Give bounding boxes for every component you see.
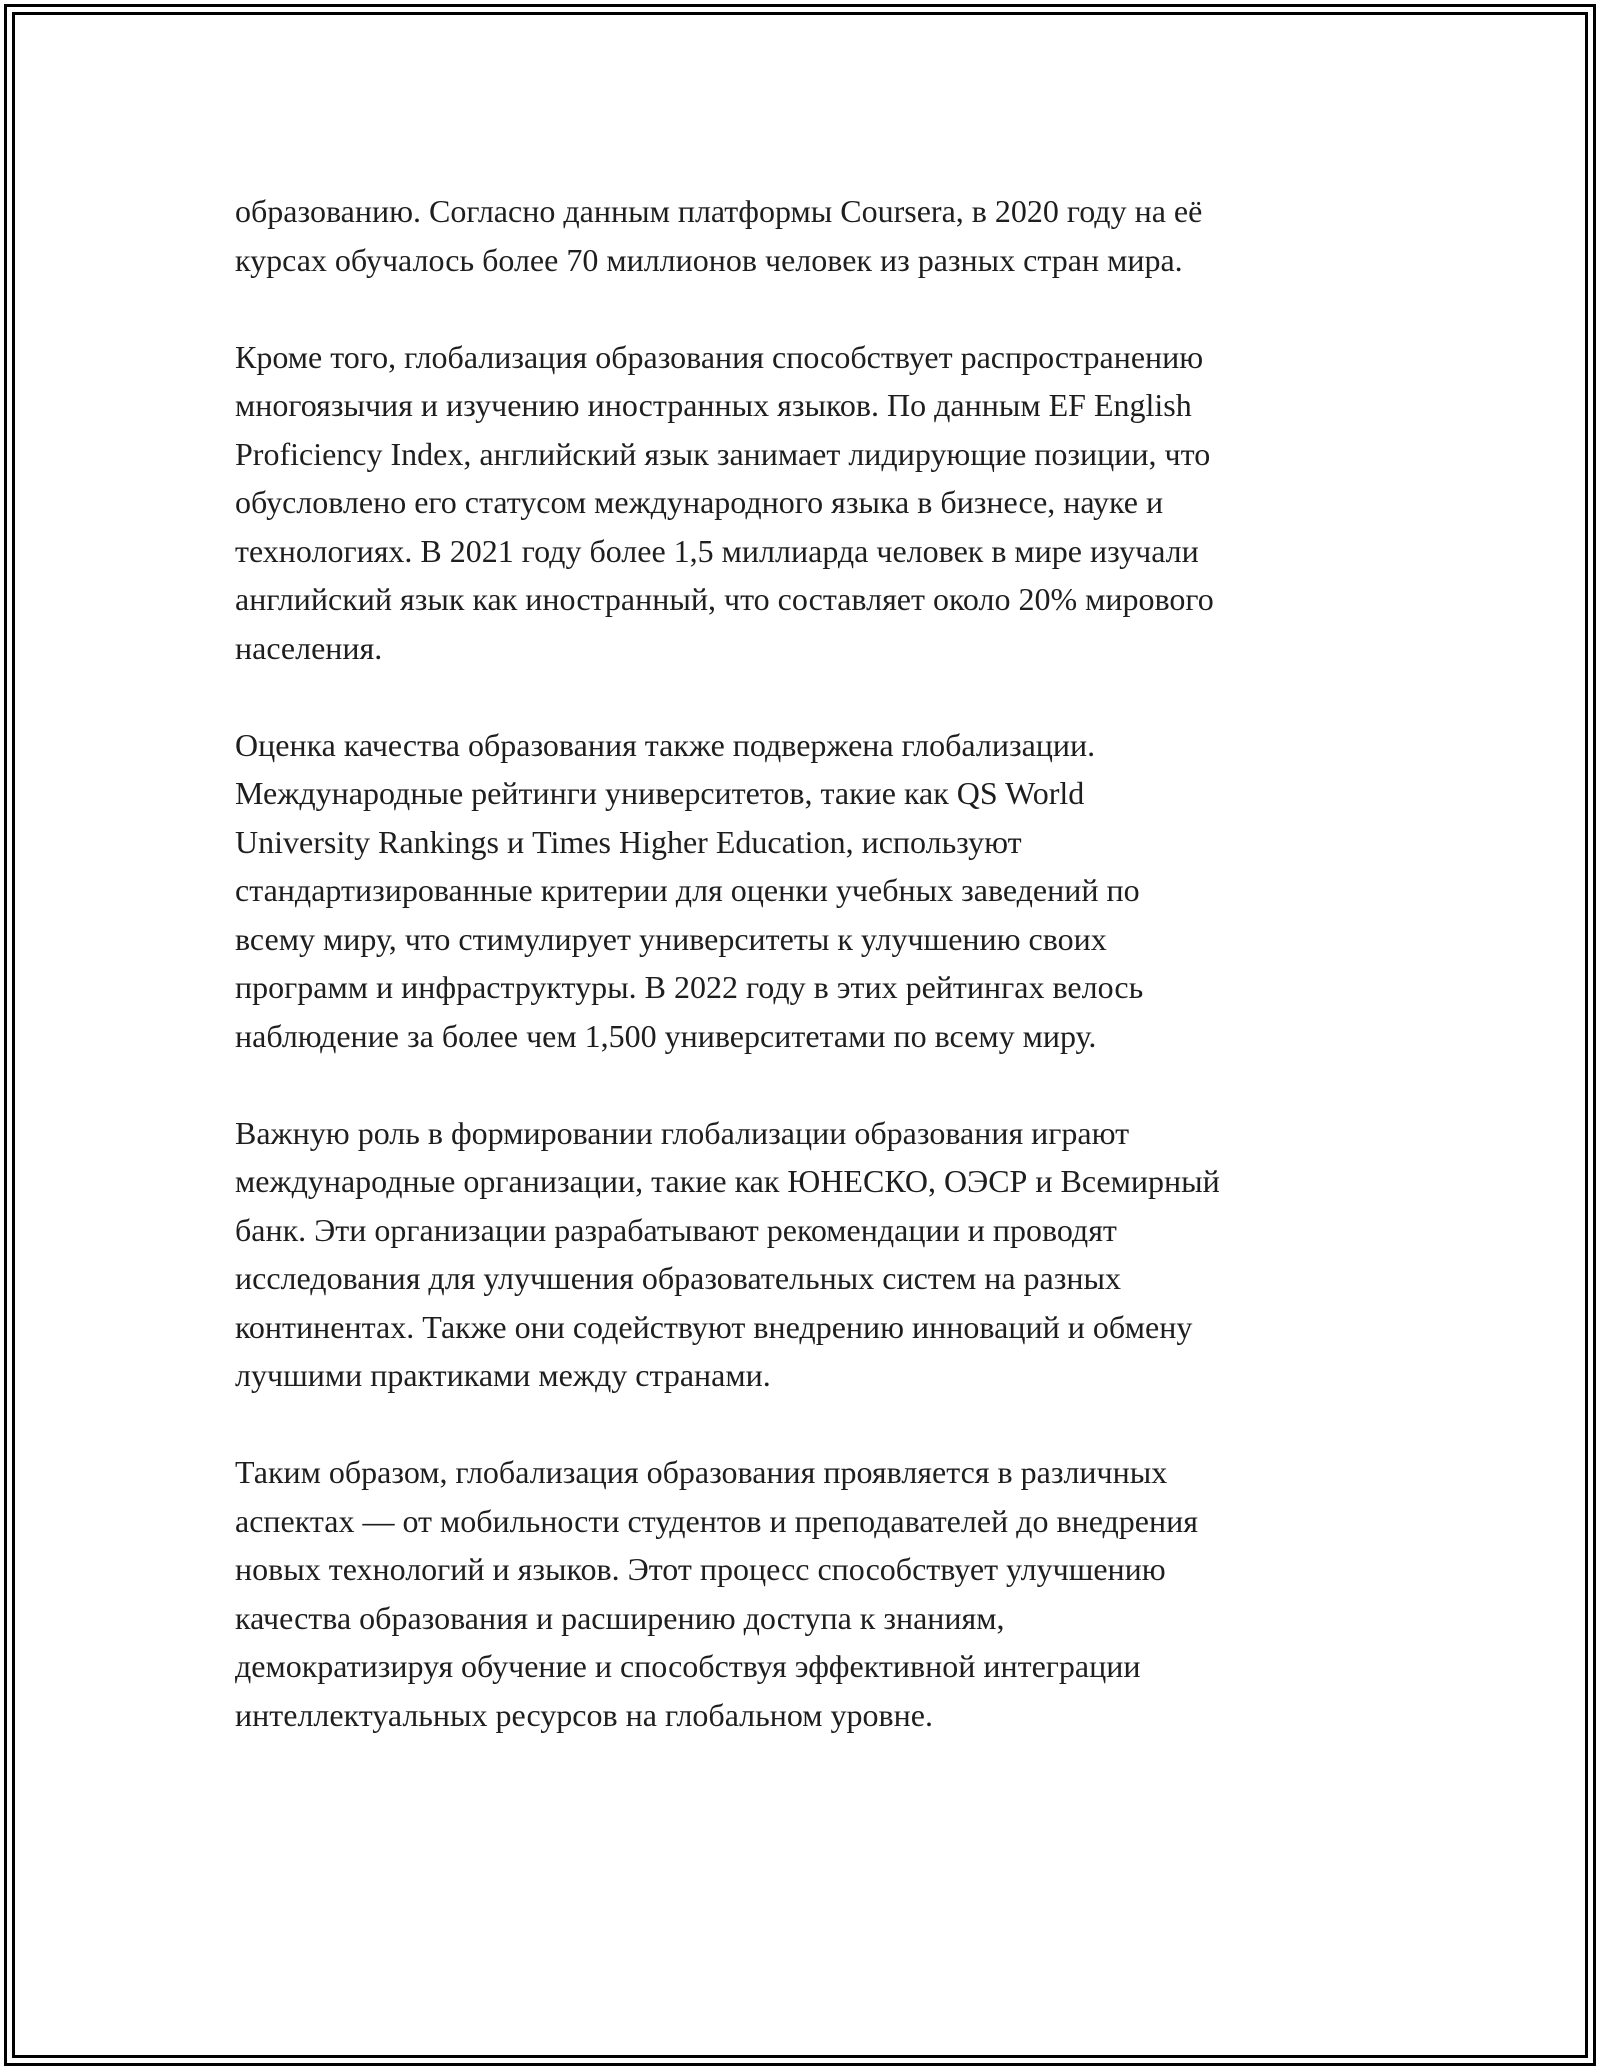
text-line: английский язык как иностранный, что составляет около 20% мирового: [235, 581, 1214, 617]
text-line: новых технологий и языков. Этот процесс способствует улучшению: [235, 1551, 1166, 1587]
text-line: международные организации, такие как ЮНЕСКО, ОЭСР и Всемирный: [235, 1163, 1220, 1199]
text-line: Кроме того, глобализация образования способствует распространению: [235, 338, 1204, 375]
text-line: аспектах — от мобильности студентов и преподавателей до внедрения: [235, 1502, 1198, 1539]
text-line: наблюдение за более чем 1,500 университетами по всему миру.: [235, 1017, 1097, 1054]
text-line: континентах. Также они содействуют внедрению инноваций и обмену: [235, 1308, 1193, 1345]
text-line: демократизируя обучение и способствуя эффективной интеграции: [235, 1648, 1141, 1684]
text-line: всему миру, что стимулирует университеты к улучшению своих: [235, 920, 1107, 957]
paragraph-international-organizations: [235, 1109, 1415, 1400]
text-line: Важную роль в формировании глобализации образования играют: [235, 1114, 1130, 1151]
text-line: University Rankings и Times Higher Education, используют: [235, 823, 1022, 860]
text-line: программ и инфраструктуры. В 2022 году в этих рейтингах велось: [235, 969, 1144, 1005]
paragraph-conclusion: [235, 1448, 1415, 1739]
text-line: обусловлено его статусом международного языка в бизнесе, науке и: [235, 484, 1164, 520]
text-line: Таким образом, глобализация образования проявляется в различных: [235, 1454, 1168, 1490]
text-line: качества образования и расширению доступа к знаниям,: [235, 1599, 1005, 1636]
text-line: образованию. Согласно данным платформы Coursera, в 2020 году на её: [235, 193, 1203, 229]
text-line: технологиях. В 2021 году более 1,5 миллиарда человек в мире изучали: [235, 532, 1199, 569]
text-line: лучшими практиками между странами.: [235, 1357, 771, 1393]
paragraph-coursera: [235, 187, 1415, 284]
text-line: населения.: [235, 629, 383, 666]
paragraph-quality-assessment: [235, 721, 1415, 1061]
text-line: Оценка качества образования также подвержена глобализации.: [235, 726, 1096, 763]
paragraph-multilingualism: [235, 333, 1415, 673]
text-line: многоязычия и изучению иностранных языков. По данным EF English: [235, 387, 1192, 423]
text-line: исследования для улучшения образовательных систем на разных: [235, 1260, 1121, 1296]
text-line: банк. Эти организации разрабатывают рекомендации и проводят: [235, 1211, 1117, 1248]
text-line: Международные рейтинги университетов, такие как QS World: [235, 775, 1085, 811]
text-line: курсах обучалось более 70 миллионов человек из разных стран мира.: [235, 241, 1183, 278]
document-body: [235, 187, 1415, 1739]
text-line: Proficiency Index, английский язык занимает лидирующие позиции, что: [235, 435, 1211, 472]
text-line: интеллектуальных ресурсов на глобальном уровне.: [235, 1696, 933, 1733]
text-line: стандартизированные критерии для оценки учебных заведений по: [235, 872, 1140, 908]
